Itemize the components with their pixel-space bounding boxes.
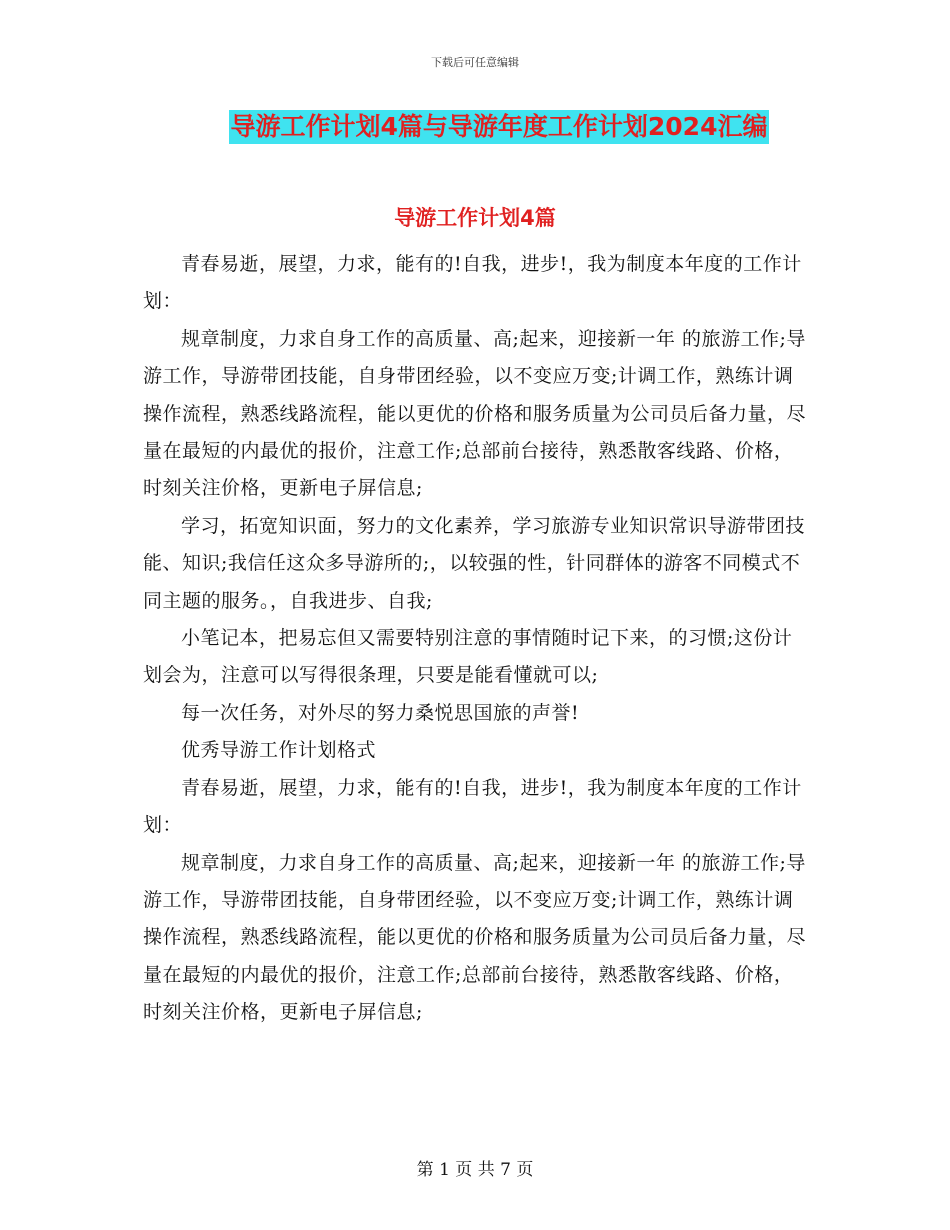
paragraph: 规章制度，力求自身工作的高质量、高;起来，迎接新一年 的旅游工作;导游工作，导游带团技能，自身带团经验，以不变应万变;计调工作，熟练计调操作流程，熟悉线路流程，能以更优的价格和服务质量为公司员后备力量，尽量在最短的内最优的报价，注意工作;总部前台接待，熟悉散客线路、价格，时刻关注价格，更新电子屏信息; [143,327,807,500]
paragraph: 青春易逝，展望，力求，能有的!自我，进步!，我为制度本年度的工作计划： [143,253,802,313]
paragraph: 学习，拓宽知识面，努力的文化素养，学习旅游专业知识常识导游带团技能、知识;我信任这众多导游所的;，以较强的性，针同群体的游客不同模式不同主题的服务。，自我进步、自我; [143,514,806,612]
document-body [143,246,807,1032]
paragraph: 每一次任务，对外尽的努力桑悦思国旅的声誉! [181,701,580,724]
page-footer: 第 1 页 共 7 页 [416,1160,534,1180]
section-title: 导游工作计划4篇 [394,206,556,230]
header-note: 下载后可任意编辑 [431,56,519,69]
subheading-paragraph: 优秀导游工作计划格式 [181,739,377,762]
paragraph: 规章制度，力求自身工作的高质量、高;起来，迎接新一年 的旅游工作;导游工作，导游带团技能，自身带团经验，以不变应万变;计调工作，熟练计调操作流程，熟悉线路流程，能以更优的价格和服务质量为公司员后备力量，尽量在最短的内最优的报价，注意工作;总部前台接待，熟悉散客线路、价格，时刻关注价格，更新电子屏信息; [143,851,807,1024]
main-title: 导游工作计划4篇与导游年度工作计划2024汇编 [229,110,770,144]
main-title-container [0,110,950,144]
paragraph: 小笔记本，把易忘但又需要特别注意的事情随时记下来，的习惯;这份计划会为，注意可以写得很条理，只要是能看懂就可以; [143,627,793,687]
paragraph: 青春易逝，展望，力求，能有的!自我，进步!，我为制度本年度的工作计划： [143,776,802,837]
